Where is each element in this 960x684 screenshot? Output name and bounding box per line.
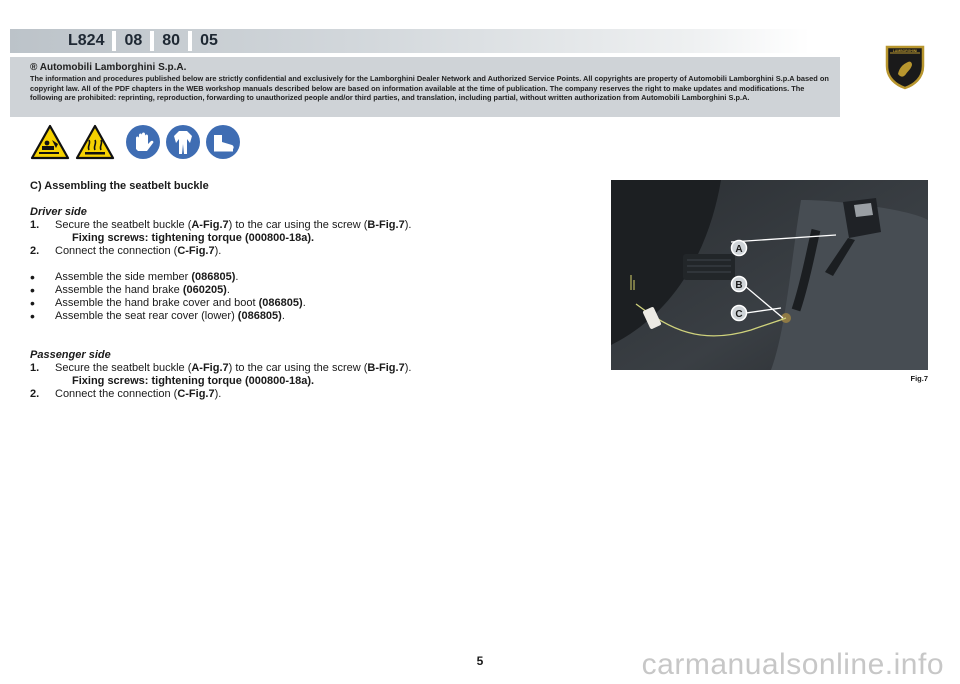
svg-text:C: C (735, 309, 743, 320)
section-ref: (086805) (191, 271, 236, 283)
lamborghini-logo (884, 44, 926, 90)
list-item: • Assemble the hand brake (060205). (30, 282, 230, 298)
bullet-icon: • (30, 308, 35, 324)
section-title: C) Assembling the seatbelt buckle (30, 180, 209, 192)
figure-7-photo (611, 180, 928, 370)
procedure-content (30, 180, 590, 401)
fig-ref: C-Fig.7 (177, 245, 215, 257)
hot-surface-warning-icon (75, 124, 115, 160)
passenger-side-title: Passenger side (30, 349, 111, 361)
fig-ref: A-Fig.7 (191, 219, 229, 231)
fig-ref: B-Fig.7 (367, 219, 405, 231)
page-number: 5 (476, 654, 484, 668)
safety-shoes-icon (205, 124, 241, 160)
hand-crush-warning-icon (30, 124, 70, 160)
bullet-icon: • (30, 269, 35, 285)
step-number: 1. (30, 219, 40, 231)
code-group: 08 (124, 32, 143, 49)
step-text: Connect the connection (C-Fig.7). (55, 388, 222, 400)
section-ref: (086805) (258, 297, 303, 309)
fig-ref: B-Fig.7 (367, 362, 405, 374)
step-text: Secure the seatbelt buckle (A-Fig.7) to the car using the screw (B-Fig.7). (55, 219, 412, 231)
passenger-step-2 (30, 388, 590, 401)
fig-ref: A-Fig.7 (191, 362, 229, 374)
section-ref: (060205) (182, 284, 227, 296)
list-item: • Assemble the hand brake cover and boot (086805). (30, 295, 306, 311)
notice-title: ® Automobili Lamborghini S.p.A. (30, 62, 187, 73)
step-number: 2. (30, 388, 40, 400)
step-number: 1. (30, 362, 40, 374)
callout-c (732, 306, 747, 321)
driver-step-2 (30, 245, 590, 258)
assembly-bullets (30, 271, 590, 323)
gloves-icon (125, 124, 161, 160)
overalls-icon (165, 124, 201, 160)
callout-a (732, 241, 747, 256)
copyright-notice (10, 57, 840, 117)
bullet-icon: • (30, 295, 35, 311)
bullet-icon: • (30, 282, 35, 298)
torque-note: Fixing screws: tightening torque (000800-18a). (72, 375, 315, 387)
watermark: carmanualsonline.info (641, 648, 944, 681)
document-code (68, 29, 218, 53)
torque-note: Fixing screws: tightening torque (000800-18a). (72, 232, 315, 244)
driver-step-1 (30, 219, 590, 232)
code-separator (150, 31, 154, 51)
fig-ref: C-Fig.7 (177, 388, 215, 400)
notice-text: The information and procedures published below are strictly confidential and exclusively for the Lamborghini Dealer Network and Authorized Service Points. All copyrights are property of Automobili Lamborghini S.p.A based on copyright law. All of the PDF chapters in the WEB workshop manuals described below are based on information available at the time of publication. The company reserves the right to make updates and modifications. The following are prohibited: reprinting, reproduction, forwarding to unauthorized people and/or third parties, and translation, including partial, without written authorization from Automobili Lamborghini S.p.A. (30, 74, 829, 103)
code-section: 05 (200, 32, 218, 49)
code-subgroup: 80 (162, 32, 181, 49)
code-model: L824 (68, 32, 105, 49)
code-separator (188, 31, 192, 51)
svg-text:B: B (735, 280, 743, 291)
step-text: Secure the seatbelt buckle (A-Fig.7) to the car using the screw (B-Fig.7). (55, 362, 412, 374)
passenger-step-1 (30, 362, 590, 375)
list-item: • Assemble the side member (086805). (30, 269, 239, 285)
callout-b (732, 277, 747, 292)
figure-caption: Fig.7 (910, 374, 928, 383)
driver-side-title: Driver side (30, 206, 87, 218)
step-text: Connect the connection (C-Fig.7). (55, 245, 222, 257)
svg-text:A: A (735, 244, 743, 255)
safety-icons (30, 124, 241, 160)
logo-text: LAMBORGHINI (892, 49, 918, 53)
passenger-section (30, 349, 590, 401)
section-ref: (086805) (237, 310, 282, 322)
step-number: 2. (30, 245, 40, 257)
code-separator (112, 31, 116, 51)
list-item: • Assemble the seat rear cover (lower) (086805). (30, 308, 285, 324)
